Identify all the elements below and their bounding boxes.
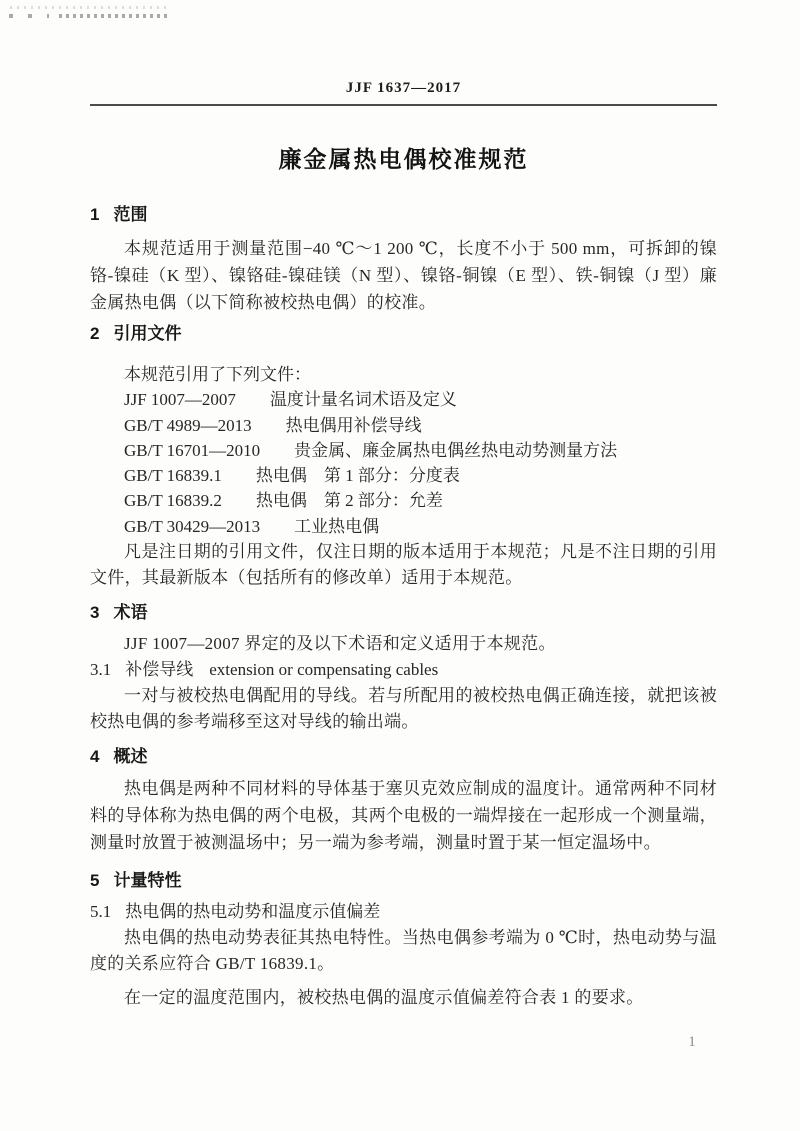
section-4-heading [90, 745, 717, 769]
reference-code: JJF 1007—2007 [124, 390, 236, 410]
section-3-title: 术语 [113, 603, 148, 623]
reference-item [90, 413, 717, 438]
reference-item [90, 463, 717, 488]
doc-number: JJF 1637—2017 [345, 80, 462, 96]
reference-code: GB/T 16701—2010 [124, 440, 261, 460]
reference-item [90, 438, 717, 463]
section-4-paragraph: 热电偶是两种不同材料的导体基于塞贝克效应制成的温度计。通常两种不同材料的导体称为热电偶的两个电极，其两个电极的一端焊接在一起形成一个测量端，测量时放置于被测温场中；另一端为参考端，测量时置于某一恒定温场中。 [90, 779, 717, 853]
reference-title: 温度计量名词术语及定义 [269, 390, 457, 410]
reference-intro: 本规范引用了下列文件： [124, 365, 311, 384]
section-5-paragraph-1: 热电偶的热电动势表征其热电特性。当热电偶参考端为 0 ℃时，热电动势与温度的关系应符合 GB/T 16839.1。 [90, 928, 717, 974]
section-5-heading [90, 869, 717, 893]
section-3-paragraph-2: 一对与被校热电偶配用的导线。若与所配用的被校热电偶正确连接，就把该被校热电偶的参考端移至这对导线的输出端。 [90, 686, 717, 732]
page-content [90, 0, 717, 1011]
term-definition-line [90, 657, 717, 683]
reference-title: 贵金属、廉金属热电偶丝热电动势测量方法 [294, 440, 618, 460]
doc-title: 廉金属热电偶校准规范 [278, 146, 529, 172]
subsection-5-1-title: 热电偶的热电动势和温度示值偏差 [125, 902, 381, 922]
section-1-number: 1 [90, 205, 100, 224]
section-1-paragraph: 本规范适用于测量范围−40 ℃～1 200 ℃，长度不小于 500 mm，可拆卸的镍铬-镍硅（K 型）、镍铬硅-镍硅镁（N 型）、镍铬-铜镍（E 型）、铁-铜镍（J 型）廉金属热电偶（以下简称被校热电偶）的校准。 [90, 239, 717, 312]
section-1-title: 范围 [113, 205, 148, 224]
scan-artifact-dots-group-a [9, 14, 49, 18]
section-2-title: 引用文件 [113, 324, 182, 343]
reference-title: 热电偶 第 2 部分：允差 [255, 491, 443, 511]
page-number: 1 [688, 1034, 696, 1050]
section-5-number: 5 [90, 871, 100, 891]
section-2-paragraph: 凡是注日期的引用文件，仅注日期的版本适用于本规范；凡是不注日期的引用文件，其最新版本（包括所有的修改单）适用于本规范。 [90, 542, 717, 588]
section-4-number: 4 [90, 747, 100, 767]
section-1-heading [90, 203, 717, 227]
reference-item [90, 488, 717, 513]
reference-item [90, 514, 717, 539]
reference-item [90, 387, 717, 412]
subsection-5-1-heading [90, 899, 717, 925]
section-3-paragraph-1: JJF 1007—2007 界定的及以下术语和定义适用于本规范。 [124, 634, 556, 654]
reference-title: 热电偶用补偿导线 [285, 415, 422, 435]
section-3-heading [90, 601, 717, 625]
section-5-title: 计量特性 [113, 871, 182, 891]
reference-list [90, 362, 717, 539]
header-rule [90, 104, 717, 106]
section-3-number: 3 [90, 603, 100, 623]
reference-code: GB/T 4989—2013 [124, 415, 252, 435]
term-chinese: 补偿导线 [125, 660, 194, 680]
term-number: 3.1 [90, 660, 112, 680]
section-5-paragraph-2: 在一定的温度范围内，被校热电偶的温度示值偏差符合表 1 的要求。 [124, 988, 644, 1008]
section-2-number: 2 [90, 324, 100, 343]
reference-title: 工业热电偶 [294, 516, 380, 536]
section-2-heading [90, 322, 717, 346]
section-4-title: 概述 [113, 747, 148, 767]
reference-code: GB/T 16839.2 [124, 491, 222, 511]
reference-code: GB/T 16839.1 [124, 466, 222, 486]
subsection-5-1-number: 5.1 [90, 902, 112, 922]
reference-title: 热电偶 第 1 部分：分度表 [255, 466, 460, 486]
reference-code: GB/T 30429—2013 [124, 516, 261, 536]
term-english: extension or compensating cables [209, 660, 439, 680]
